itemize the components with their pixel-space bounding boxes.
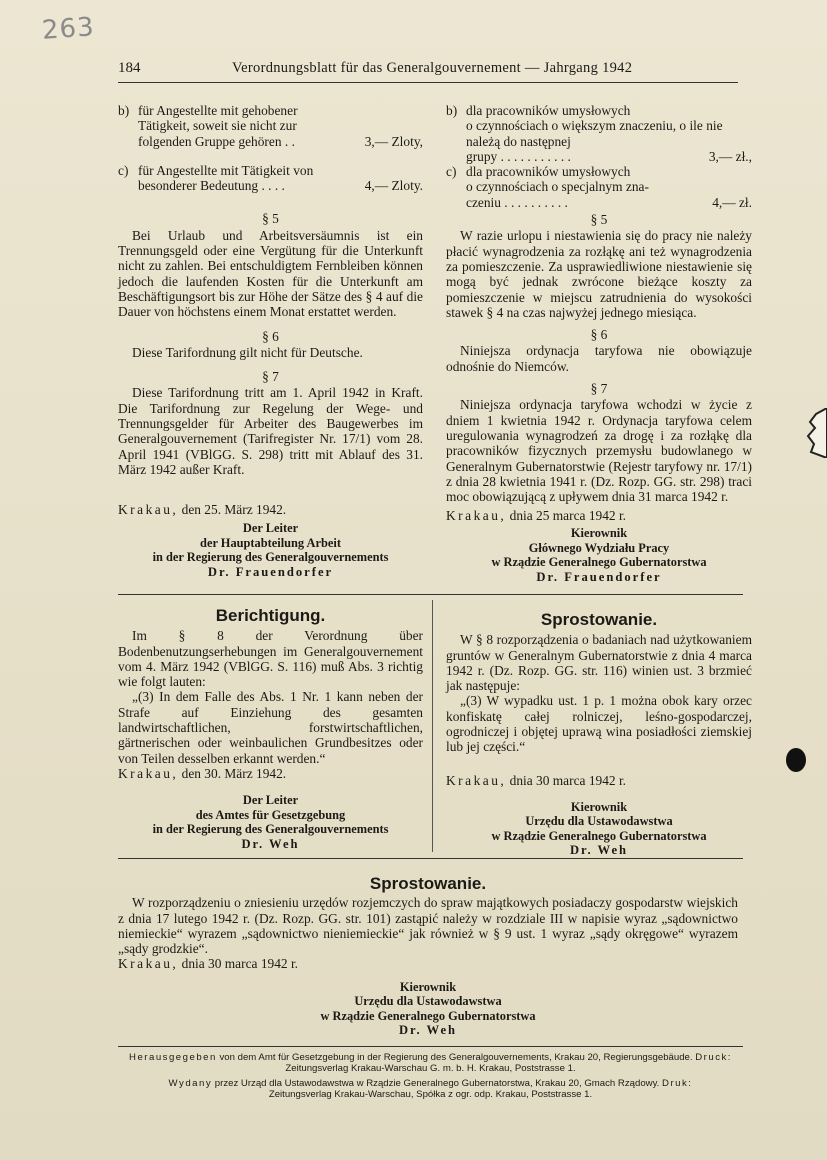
place-date-pl: Krakau, dnia 25 marca 1942 r. [446,508,627,523]
imprint-footer: Herausgegeben von dem Amt für Gesetzgebung in der Regierung des Generalgouvernements, Krakau 20, Regierungsgebäude. Druck: Zeitungsverlag Krakau-Warschau G. m. b. H. Krakau, Poststrasse 1. Wydany przez Urząd dla Ustawodawstwa w Rządzie Generalnego Gubernatorstwa, Krakau 20, Gmach Rządowy. Druk: Zeitungsverlag Krakau-Warschau, Spółka z ogr. odp. Krakau, Poststrasse 1. [129,1052,732,1100]
right-signature-block: Krakau, dnia 25 marca 1942 r. Kierownik Głównego Wydziału Pracy w Rządzie Generalnego Gubernatorstwa Dr. Frauendorfer [446,508,752,585]
correction-polish-2: Sprostowanie. W rozporządzeniu o zniesieniu urzędów rozjemczych do spraw majątkowych posiadaczy gospodarstw wiejskich z dnia 17 lutego 1942 r. (Dz. Rozp. GG. str. 101) zastąpić należy w rozdziale III w napisie wyraz „sądownictwo niemieckie“ wyrazem „sądownictwo nieniemieckie“ jak również w § 9 ust. 1 wyraz „sądy okręgowe“ wyrazem „sądy grodzkie“. Krakau, dnia 30 marca 1942 r. Kierownik Urzędu dla Ustawodawstwa w Rządzie Generalnego Gubernatorstwa Dr. Weh [118,874,738,1038]
section-7-heading-pl: § 7 [590,381,608,397]
place-date-pl: Krakau, dnia 30 marca 1942 r. [446,772,627,788]
punch-hole [786,748,806,772]
place-date: Krakau, den 25. März 1942. [118,502,287,517]
section-5-text-pl: W razie urlopu i niestawienia się do pracy nie należy płacić wynagrodzenia za rozłąkę ani też wynagrodzenia za pomieszczenie. Za usprawiedliwione niestawienie się mogą być jednak zwrócone bieżące koszty za pomieszczenie w miejscu zatrudnienia do wysokości stawek § 4 na czas najwyżej jednego miesiąca. [446,228,752,320]
column-divider [432,600,433,852]
running-header [118,60,738,83]
tariff-item-c-pl: c) dla pracowników umysłowych o czynnościach o specjalnym zna- czeniu . . . . . . . . . . 4,— zł. [446,164,752,210]
amount-b: 3,— Zloty, [364,133,423,149]
section-5-heading-pl: § 5 [590,212,608,228]
correction-heading-2: Sprostowanie. [369,874,487,893]
signatory-name: Dr. Frauendorfer [207,564,334,579]
amount-b-pl: 3,— zł., [708,148,752,164]
tariff-item-b-pl: b) dla pracowników umysłowych o czynnościach o większym znaczeniu, o ile nie należą do następnej grupy . . . . . . . . . . . 3,— zł., [446,103,752,164]
correction-heading: Berichtigung. [215,606,326,625]
amount-c-pl: 4,— zł. [712,194,752,210]
signatory-name-2: Dr. Weh [398,1023,458,1038]
correction-polish: Sprostowanie. W § 8 rozporządzenia o badaniach nad użytkowaniem gruntów w Generalnym Gubernatorstwie z dnia 4 marca 1942 r. (Dz. Rozp. GG. str. 116) winien ust. 3 brzmieć jak następuje: „(3) W wypadku ust. 1 p. 1 można obok kary orzec konfiskatę całej rolniczej, leśno-gospodarczej, ogrodniczej i objętej uprawą wina posiadłości ziemskiej lub jej części.“ Krakau, dnia 30 marca 1942 r. Kierownik Urzędu dla Ustawodawstwa w Rządzie Generalnego Gubernatorstwa Dr. Weh [446,610,752,858]
signatory-name: Dr. Weh [241,836,300,851]
page-number: 184 [118,60,141,76]
section-7-text-pl: Niniejsza ordynacja taryfowa wchodzi w życie z dniem 1 kwietnia 1942 r. Ordynacja taryfowa celem uregulowania wynagrodzeń za drogę i za rozłąkę dla pracowników fizycznych przemysłu budowlanego w Generalnym Gubernatorstwie (Rejestr taryfowy nr. 17/1) z dnia 28 kwietnia 1941 r. (Dz. Rozp. GG. str. 298) traci moc obowiązującą z upływem dnia 31 marca 1942 r. [446,397,752,505]
amount-c: 4,— Zloty. [364,178,423,194]
place-date: Krakau, den 30. März 1942. [118,765,287,781]
correction-german: Berichtigung. Im § 8 der Verordnung über Bodenbenutzungserhebungen im Generalgouvernement vom 4. März 1942 (VBlGG. S. 116) muß Abs. 3 richtig wie folgt lauten: „(3) In dem Falle des Abs. 1 Nr. 1 kann neben der Strafe auf Einziehung des gesamten landwirtschaftlichen, forstwirtschaftlichen, gärtnerischen oder weinbaulichen Grundbesitzes oder von Teilen desselben erkannt werden.“ Krakau, den 30. März 1942. Der Leiter des Amtes für Gesetzgebung in der Regierung des Generalgouvernements Dr. Weh [118,606,423,851]
tariff-item-c: c) für Angestellte mit Tätigkeit von besonderer Bedeutung . . . . 4,— Zloty. [118,162,423,194]
section-6-heading: § 6 [262,328,279,344]
section-divider-2 [118,858,743,859]
footer-rule [118,1046,743,1047]
section-7-heading: § 7 [262,369,279,385]
section-6-heading-pl: § 6 [590,327,608,343]
section-6-text-pl: Niniejsza ordynacja taryfowa nie obowiązuje odnośnie do Niemców. [446,343,752,374]
left-column-german [118,103,423,477]
signatory-name-pl: Dr. Frauendorfer [536,569,662,584]
section-5-heading: § 5 [262,211,279,227]
left-signature-block: Krakau, den 25. März 1942. Der Leiter der Hauptabteilung Arbeit in der Regierung des Generalgouvernements Dr. Frauendorfer [118,502,423,580]
torn-edge [806,408,827,458]
section-6-text: Diese Tarifordnung gilt nicht für Deutsche. [132,344,363,360]
section-5-text: Bei Urlaub und Arbeitsversäumnis ist ein Trennungsgeld oder eine Vergütung für die Unterkunft nicht zu zahlen. Bei entschuldigtem Fernbleiben können jedoch die laufenden Kosten für die Unterkunft am Beschäftigungsort bis zur Höhe der Sätze des § 4 auf die Dauer von höchstens einem Monat erstattet werden. [118,227,423,320]
pencil-page-note: 263 [41,12,96,46]
signatory-name-pl: Dr. Weh [569,843,629,858]
place-date-2: Krakau, dnia 30 marca 1942 r. [118,956,299,972]
correction-heading-pl: Sprostowanie. [540,610,658,629]
section-divider [118,594,743,595]
gazette-title: Verordnungsblatt für das Generalgouvernement — Jahrgang 1942 [232,60,633,76]
section-7-text: Diese Tarifordnung tritt am 1. April 1942 in Kraft. Die Tarifordnung zur Regelung der Wege- und Trennungsgelder für Arbeiter des Baugewerbes im Generalgouvernement (Tarifregister Nr. 17/1) vom 28. April 1941 (VBlGG. S. 298) tritt mit Ablauf des 31. März 1942 außer Kraft. [118,385,423,477]
tariff-item-b: b) für Angestellte mit gehobener Tätigkeit, soweit sie nicht zur folgenden Gruppe gehören . . 3,— Zloty, [118,103,423,149]
right-column-polish [446,103,752,504]
